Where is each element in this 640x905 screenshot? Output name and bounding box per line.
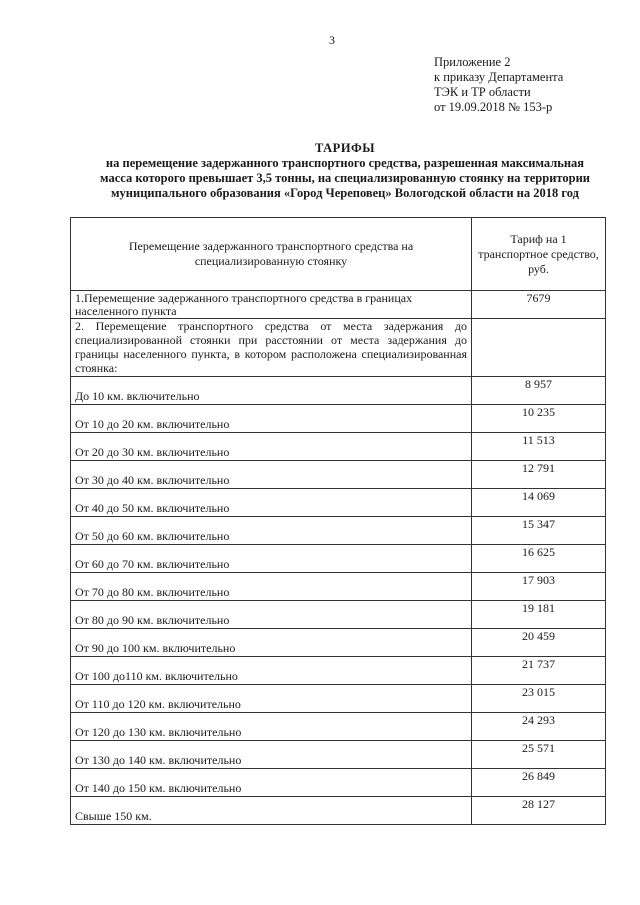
row-tariff: 24 293 [472,713,606,741]
row-tariff: 12 791 [472,461,606,489]
header-description: Перемещение задержанного транспортного средства на специализированную стоянку [71,218,472,291]
title-line: муниципального образования «Город Череповец» Вологодской области на 2018 год [111,186,579,200]
tariff-table [70,217,606,825]
row-tariff: 15 347 [472,517,606,545]
row-description: От 30 до 40 км. включительно [71,461,472,489]
header-tariff: Тариф на 1 транспортное средство, руб. [472,218,606,291]
row-description: От 70 до 80 км. включительно [71,573,472,601]
table-row [71,629,606,657]
row-tariff-empty [472,319,606,377]
title-line: на перемещение задержанного транспортного средства, разрешенная максимальная [105,156,585,170]
row-tariff: 25 571 [472,741,606,769]
table-row [71,601,606,629]
row-tariff: 7679 [472,291,606,319]
row-tariff: 8 957 [472,377,606,405]
table-row [71,685,606,713]
table-header-row [71,218,606,291]
table-row [71,573,606,601]
row-tariff: 16 625 [472,545,606,573]
table-row [71,657,606,685]
table-row [71,405,606,433]
title-line: масса которого превышает 3,5 тонны, на специализированную стоянку на территории [100,171,590,185]
row-tariff: 11 513 [472,433,606,461]
table-row [71,433,606,461]
row-description: От 10 до 20 км. включительно [71,405,472,433]
table-row [71,545,606,573]
row-description: От 100 до110 км. включительно [71,657,472,685]
row-description: До 10 км. включительно [71,377,472,405]
row-tariff: 20 459 [472,629,606,657]
row-tariff: 14 069 [472,489,606,517]
appendix-line: к приказу Департамента [434,70,564,84]
row-tariff: 19 181 [472,601,606,629]
table-row [71,797,606,825]
row-tariff: 28 127 [472,797,606,825]
row-description: Свыше 150 км. [71,797,472,825]
row-description: От 140 до 150 км. включительно [71,769,472,797]
row-tariff: 10 235 [472,405,606,433]
table-row [71,319,606,377]
appendix-line: Приложение 2 [434,55,511,69]
row-tariff: 26 849 [472,769,606,797]
row-description: От 50 до 60 км. включительно [71,517,472,545]
table-row [71,291,606,319]
title-heading: ТАРИФЫ [314,141,376,155]
row-description: От 60 до 70 км. включительно [71,545,472,573]
row-description: От 120 до 130 км. включительно [71,713,472,741]
appendix-line: от 19.09.2018 № 153-р [434,100,553,114]
page-number: 3 [329,33,335,47]
row-tariff: 21 737 [472,657,606,685]
row-tariff: 23 015 [472,685,606,713]
row-tariff: 17 903 [472,573,606,601]
row-description: От 80 до 90 км. включительно [71,601,472,629]
document-title [60,141,630,201]
table-row [71,517,606,545]
table-row [71,377,606,405]
row-description: От 110 до 120 км. включительно [71,685,472,713]
appendix-note [434,55,563,115]
appendix-line: ТЭК и ТР области [434,85,531,99]
row-description: От 20 до 30 км. включительно [71,433,472,461]
table-row [71,713,606,741]
row-description: 2. Перемещение транспортного средства от места задержания до специализированной стоянки при расстоянии от места задержания до границы населенного пункта, в котором расположена специализированная стоянка: [71,319,472,377]
row-description: От 90 до 100 км. включительно [71,629,472,657]
row-description: 1.Перемещение задержанного транспортного средства в границах населенного пункта [71,291,472,319]
table-row [71,741,606,769]
table-row [71,769,606,797]
table-row [71,461,606,489]
row-description: От 130 до 140 км. включительно [71,741,472,769]
table-row [71,489,606,517]
row-description: От 40 до 50 км. включительно [71,489,472,517]
